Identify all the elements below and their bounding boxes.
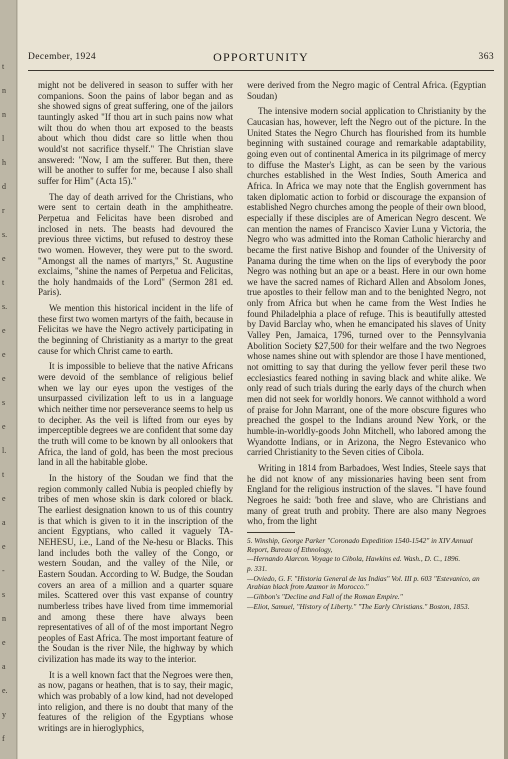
gutter-fragment: t [2,278,5,287]
gutter-fragment: a [2,518,6,527]
right-paragraph-2: The intensive modern social application to Christianity by the Caucasian has, however, left the Negro out of the picture. In the United States the Negro Church has flourished from its humble beginning with sustained courage and remarkable adaptability, going even out of continental America in its pilgrimage of mercy to diffuse the Master's Light, as can be seen by the various churches established in the West Indies, South America and Africa. In Africa we may note that the English government has taken diplomatic action to forbid or discourage the expansion of established Negro churches among the people of their own blood, especially if these disciples are of American Negro descent. We can mention the names of Francisco Xavier Luna y Victoria, the Negro who was admitted into the Roman Catholic hierarchy and became the first native Bishop and founder of the University of Panama during the time when on the lips of everybody the poor Negro was nothing but an ape or a beast. Here in our own home we have the sacred names of Richard Allen and Absolom Jones, true apostles to their fellow man and to the benighted Negro, not only from Africa but when he came from the West Indies he found Philadelphia a place of refuge. This is beautifully attested by David Barclay who, when he emancipated his slaves of Unity Valley Pen, Jamaica, 1796, turned over to the Pennsylvania Abolition Society $27,500 for their welfare and the two Negroes whose names shine out with splendor are those I have mentioned, not omitting to say that during the yellow fever peril these two ecclesiastics feared nothing in saving black and white alike. We only read of such trials during the early days of the church when men did not seek for worldly honors. We cannot withhold a word of praise for John Marrant, one of the more obscure figures who preached the gospel to the Indians around New York, or the humble-in-worldly-goods John Mitchell, who labored among the Wyandotte Indians, or in Arizona, the Negro Estevanico who carried Christianity to the Seven cities of Cibola. [247,106,486,458]
gutter-fragment: d [2,182,6,191]
left-paragraph-6: It is a well known fact that the Negroes were then, as now, pagans or heathen, that is to say, their magic, which was probably of a low kind, had not developed into religion, and there is no doubt that many of the features of the religion of the Egyptians whose writings are in hieroglyphics, [38,669,233,734]
gutter-fragment: n [2,86,6,95]
header-date: December, 1924 [28,52,96,62]
footnote-2: —Hernando Alarcon. Voyage to Cibola, Hawkins ed. Wash., D. C., 1896. [247,554,461,564]
gutter-fragment: e [2,254,6,263]
gutter-fragment: s [2,590,6,599]
gutter-fragment: l. [2,446,7,455]
left-paragraph-1: might not be delivered in season to suffer with her companions. Soon the pains of labor began and as she showed signs of great suffering, one of the jailors tauntingly asked "If thou art in such pains now what wilt thou do when thou art exposed to the beasts about which thou didst care so little when thou would'st not sacrifice thyself." The Christian slave answered: "Now, I am the sufferer. But then, there will be another to suffer for me, because I also shall suffer for Him" (Acta 15)." [38,80,233,186]
page [18,0,508,759]
gutter-fragment: t [2,62,5,71]
gutter-fragment: f [2,734,5,743]
gutter-fragment: e [2,350,6,359]
gutter-fragment: e [2,542,6,551]
right-column [247,80,486,613]
gutter-fragment: n [2,110,6,119]
footnote-1: 5. Winship, George Parker "Coronado Expedition 1540-1542" in XIV Annual Report, Bureau of Ethnology, [247,535,473,554]
gutter-fragment: l [2,134,5,143]
gutter-fragment: e [2,326,6,335]
gutter-fragment: e. [2,686,8,695]
left-column [38,80,233,739]
right-paragraph-1: were derived from the Negro magic of Central Africa. (Egyptian Soudan) [247,80,486,101]
gutter-fragment: e [2,422,6,431]
gutter-fragment: a [2,662,6,671]
header-title: OPPORTUNITY [213,50,309,64]
page-edge [504,0,508,759]
footnote-4: —Oviedo, G. F. "Historia General de las Indias" Vol. III p. 603 "Estevanico, an Arabian black from Azamor in Morocco." [247,573,480,592]
running-header [28,52,494,66]
gutter-fragment: n [2,614,6,623]
right-paragraph-3: Writing in 1814 from Barbadoes, West Indies, Steele says that he did not know of any missionaries having been sent from England for the religious instruction of the slaves. "I have found Negroes he said: 'both free and slave, who are Christians and many of great truth and probity. There are also many Negroes who, from the light [247,462,486,527]
left-paragraph-4: It is impossible to believe that the native Africans were devoid of the semblance of religious belief when we lay our eyes upon the vestiges of the unsurpassed civilization left to us in a language which neither time nor perseverance seems to help us to decipher. As the veil is lifted from our eyes by imperceptible degrees we are confident that some day the truth will come to be known by all onlookers that Africa, the land of gold, has been the most precious land in all the habitable globe. [38,361,233,468]
gutter-fragment: t [2,470,5,479]
header-rule [28,70,494,71]
gutter-fragment: h [2,158,6,167]
footnote-rule [247,532,295,533]
left-paragraph-5: In the history of the Soudan we find that the region commonly called Nubia is peopled chiefly by tribes of men whose skin is dark colored or black. The earliest designation known to us of this country is that which is given to it in the inscription of the ancient Egyptians, who called it vaguely TA-NEHESU, i.e., Land of the Ne-hesu or Blacks. This land includes both the valley of the Congo, or western Soudan, and the valley of the Nile, or Eastern Soudan. According to W. Budge, the Soudan covers an area of a million and a quarter square miles. Scattered over this vast expanse of country numberless tribes have lived from time immemorial and among these there have always been representatives of all of of the most important Negro peoples of East Africa. The most important feature of the Soudan is the river Nile, the highway by which civilization has made its way to the interior. [38,472,233,665]
footnote-6: —Eliot, Samuel, "History of Liberty." "The Early Christians." Boston, 1853. [247,601,470,611]
gutter-fragment: e [2,638,6,647]
left-paragraph-3: We mention this historical incident in the life of these first two women martyrs of the faith, because in Felicitas we have the Negro actively participating in the beginning of Christianity as a martyr to the great cause for which Christ came to earth. [38,303,233,356]
gutter-fragment: y [2,710,6,719]
gutter-fragment: s. [2,230,8,239]
gutter-fragment: r [2,206,5,215]
left-paragraph-2: The day of death arrived for the Christians, who were sent to certain death in the amphitheatre. Perpetua and Felicitas have been disrobed and inclosed in nets. The beasts had devoured the previous three victims, but refused to destroy these two women. However, they were put to the sword. "Amongst all the names of martyrs," St. Augustine exclaims, "shine the names of Perpetua and Felicitas, the holy handmaids of the Lord" (Sermon 281 ed. Paris). [38,191,233,298]
page-number: 363 [478,52,494,62]
gutter-fragment: - [2,566,5,575]
gutter-fragment: e [2,374,6,383]
gutter-fragment: e [2,494,6,503]
footnote-5: —Gibbon's "Decline and Fall of the Roman Empire." [247,592,403,602]
gutter-fragment: s [2,398,6,407]
gutter-fragment: s. [2,302,8,311]
previous-page-gutter [0,0,17,759]
footnote-3: p. 331. [247,564,268,574]
